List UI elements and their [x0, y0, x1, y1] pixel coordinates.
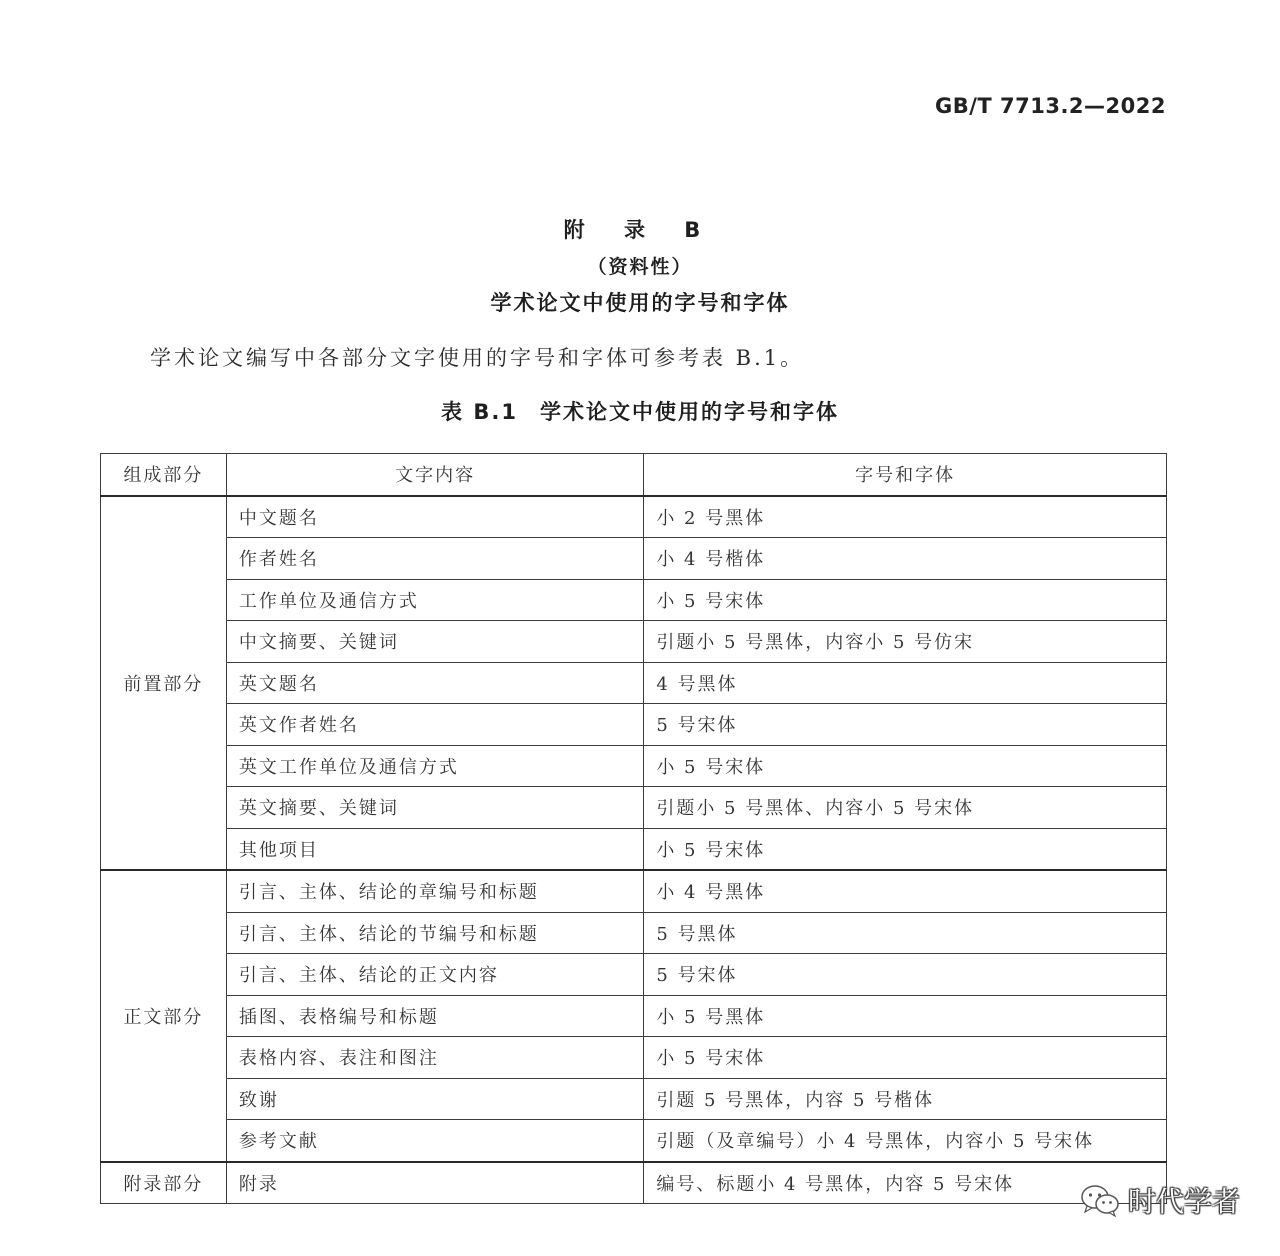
table-row — [101, 621, 1167, 663]
standard-code: GB/T 7713.2—2022 — [934, 94, 1166, 118]
table-header-row — [101, 454, 1167, 496]
table-row — [101, 1120, 1167, 1162]
content-cell: 引言、主体、结论的正文内容 — [226, 954, 643, 996]
font-cell: 小 5 号宋体 — [644, 1037, 1167, 1079]
table-row — [101, 787, 1167, 829]
header-cell-section: 组成部分 — [101, 454, 227, 496]
group-cell-main: 正文部分 — [101, 870, 227, 1162]
content-cell: 引言、主体、结论的节编号和标题 — [226, 912, 643, 954]
content-cell: 作者姓名 — [226, 538, 643, 580]
font-cell: 小 2 号黑体 — [644, 496, 1167, 538]
table-caption-title: 学术论文中使用的字号和字体 — [539, 400, 839, 424]
font-cell: 引题小 5 号黑体、内容小 5 号宋体 — [644, 787, 1167, 829]
table-caption-number: 表 B.1 — [441, 400, 518, 424]
font-cell: 引题（及章编号）小 4 号黑体，内容小 5 号宋体 — [644, 1120, 1167, 1162]
content-cell: 附录 — [226, 1162, 643, 1204]
content-cell: 工作单位及通信方式 — [226, 579, 643, 621]
table-row — [101, 1078, 1167, 1120]
content-cell: 表格内容、表注和图注 — [226, 1037, 643, 1079]
table-row — [101, 496, 1167, 538]
font-cell: 小 5 号宋体 — [644, 745, 1167, 787]
appendix-subject: 学术论文中使用的字号和字体 — [490, 291, 790, 315]
content-cell: 致谢 — [226, 1078, 643, 1120]
content-cell: 其他项目 — [226, 828, 643, 870]
table-row — [101, 662, 1167, 704]
intro-paragraph: 学术论文编写中各部分文字使用的字号和字体可参考表 B.1。 — [150, 346, 805, 370]
font-spec-table — [100, 453, 1167, 1204]
header-cell-content: 文字内容 — [226, 454, 643, 496]
table-row — [101, 870, 1167, 912]
content-cell: 插图、表格编号和标题 — [226, 995, 643, 1037]
table-row — [101, 1162, 1167, 1204]
content-cell: 中文题名 — [226, 496, 643, 538]
table-row — [101, 538, 1167, 580]
content-cell: 参考文献 — [226, 1120, 643, 1162]
group-cell-front: 前置部分 — [101, 496, 227, 871]
font-cell: 小 4 号楷体 — [644, 538, 1167, 580]
font-cell: 4 号黑体 — [644, 662, 1167, 704]
table-row — [101, 745, 1167, 787]
font-cell: 小 4 号黑体 — [644, 870, 1167, 912]
watermark-text: 时代学者 — [1127, 1185, 1240, 1218]
font-cell: 引题 5 号黑体，内容 5 号楷体 — [644, 1078, 1167, 1120]
content-cell: 中文摘要、关键词 — [226, 621, 643, 663]
font-cell: 小 5 号黑体 — [644, 995, 1167, 1037]
table-row — [101, 704, 1167, 746]
font-cell: 小 5 号宋体 — [644, 579, 1167, 621]
group-cell-appendix: 附录部分 — [101, 1162, 227, 1204]
table-row — [101, 1037, 1167, 1079]
table-row — [101, 579, 1167, 621]
table-row — [101, 995, 1167, 1037]
font-cell: 小 5 号宋体 — [644, 828, 1167, 870]
wechat-icon — [1080, 1183, 1120, 1217]
font-cell: 5 号宋体 — [644, 954, 1167, 996]
font-cell: 5 号黑体 — [644, 912, 1167, 954]
appendix-nature: （资料性） — [587, 256, 693, 278]
table-row — [101, 954, 1167, 996]
content-cell: 英文工作单位及通信方式 — [226, 745, 643, 787]
font-cell: 5 号宋体 — [644, 704, 1167, 746]
content-cell: 英文摘要、关键词 — [226, 787, 643, 829]
font-cell: 编号、标题小 4 号黑体，内容 5 号宋体 — [644, 1162, 1167, 1204]
content-cell: 引言、主体、结论的章编号和标题 — [226, 870, 643, 912]
header-cell-font: 字号和字体 — [644, 454, 1167, 496]
content-cell: 英文作者姓名 — [226, 704, 643, 746]
content-cell: 英文题名 — [226, 662, 643, 704]
appendix-title: 附 录 B — [563, 218, 717, 242]
font-cell: 引题小 5 号黑体，内容小 5 号仿宋 — [644, 621, 1167, 663]
watermark — [1080, 1180, 1240, 1220]
table-caption — [0, 396, 1280, 426]
table-row — [101, 912, 1167, 954]
table-row — [101, 828, 1167, 870]
table-body — [101, 496, 1167, 1204]
